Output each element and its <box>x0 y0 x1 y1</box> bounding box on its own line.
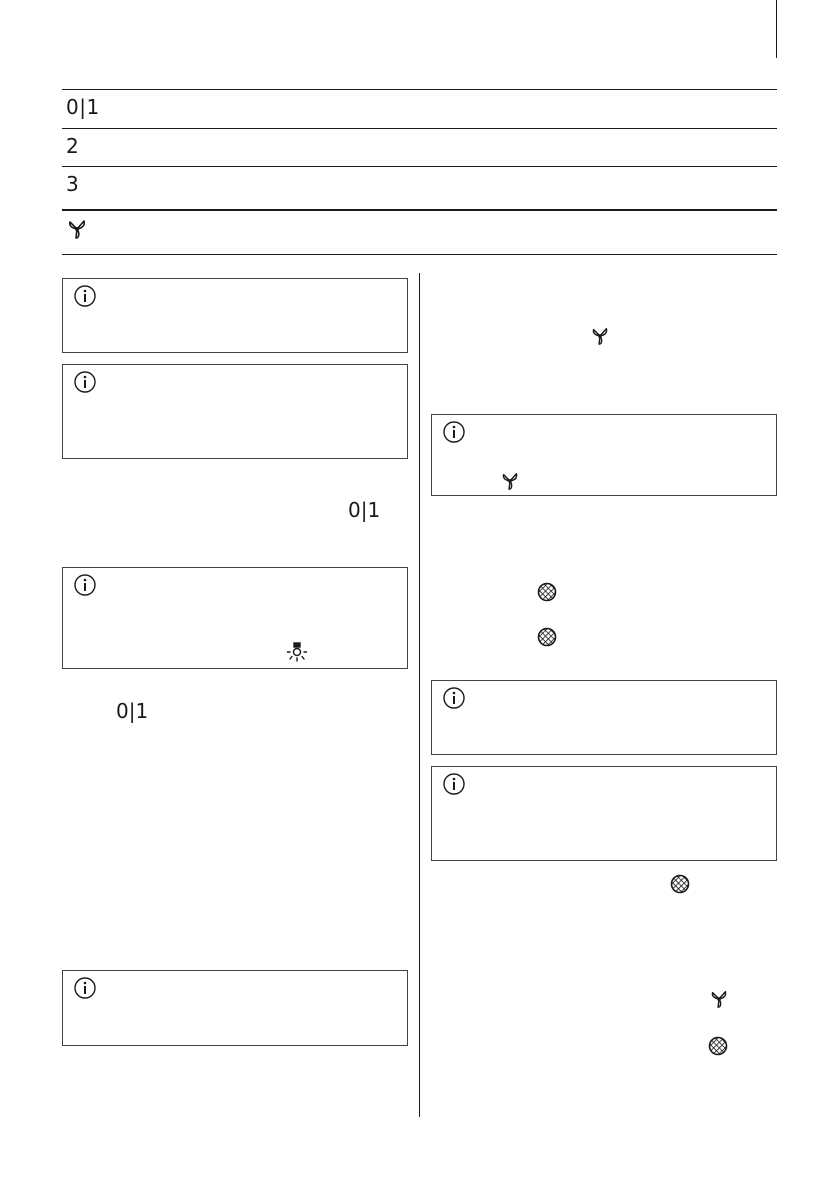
info-icon <box>73 573 97 597</box>
info-box <box>62 278 408 353</box>
page-edge-line <box>776 0 777 58</box>
info-icon <box>442 686 466 710</box>
info-icon <box>73 976 97 1000</box>
info-icon <box>73 370 97 394</box>
column-divider <box>419 273 420 1117</box>
on-off-symbol: 0|1 <box>348 498 381 522</box>
info-icon <box>442 420 466 444</box>
light-bulb-icon <box>285 641 309 665</box>
table-bottom-rule <box>62 254 777 255</box>
filter-icon <box>708 1036 728 1056</box>
info-box <box>62 364 408 459</box>
on-off-symbol: 0|1 <box>116 699 149 723</box>
fan-icon <box>590 325 610 347</box>
table-divider <box>62 166 777 167</box>
info-box <box>431 680 777 755</box>
fan-icon <box>709 988 729 1010</box>
info-box <box>431 414 777 496</box>
info-box <box>62 567 408 669</box>
table-top-rule <box>62 89 777 90</box>
filter-icon <box>670 874 690 894</box>
table-divider-thick <box>62 209 777 211</box>
fan-icon <box>66 217 88 241</box>
info-box <box>62 970 408 1046</box>
filter-icon <box>537 582 557 602</box>
table-row-on-off: 0|1 <box>66 95 100 119</box>
table-row-speed-2: 2 <box>66 134 80 158</box>
info-icon <box>442 772 466 796</box>
info-box <box>431 766 777 861</box>
table-row-speed-3: 3 <box>66 172 80 196</box>
fan-icon <box>500 470 520 492</box>
table-divider <box>62 128 777 129</box>
filter-icon <box>537 627 557 647</box>
info-icon <box>73 284 97 308</box>
